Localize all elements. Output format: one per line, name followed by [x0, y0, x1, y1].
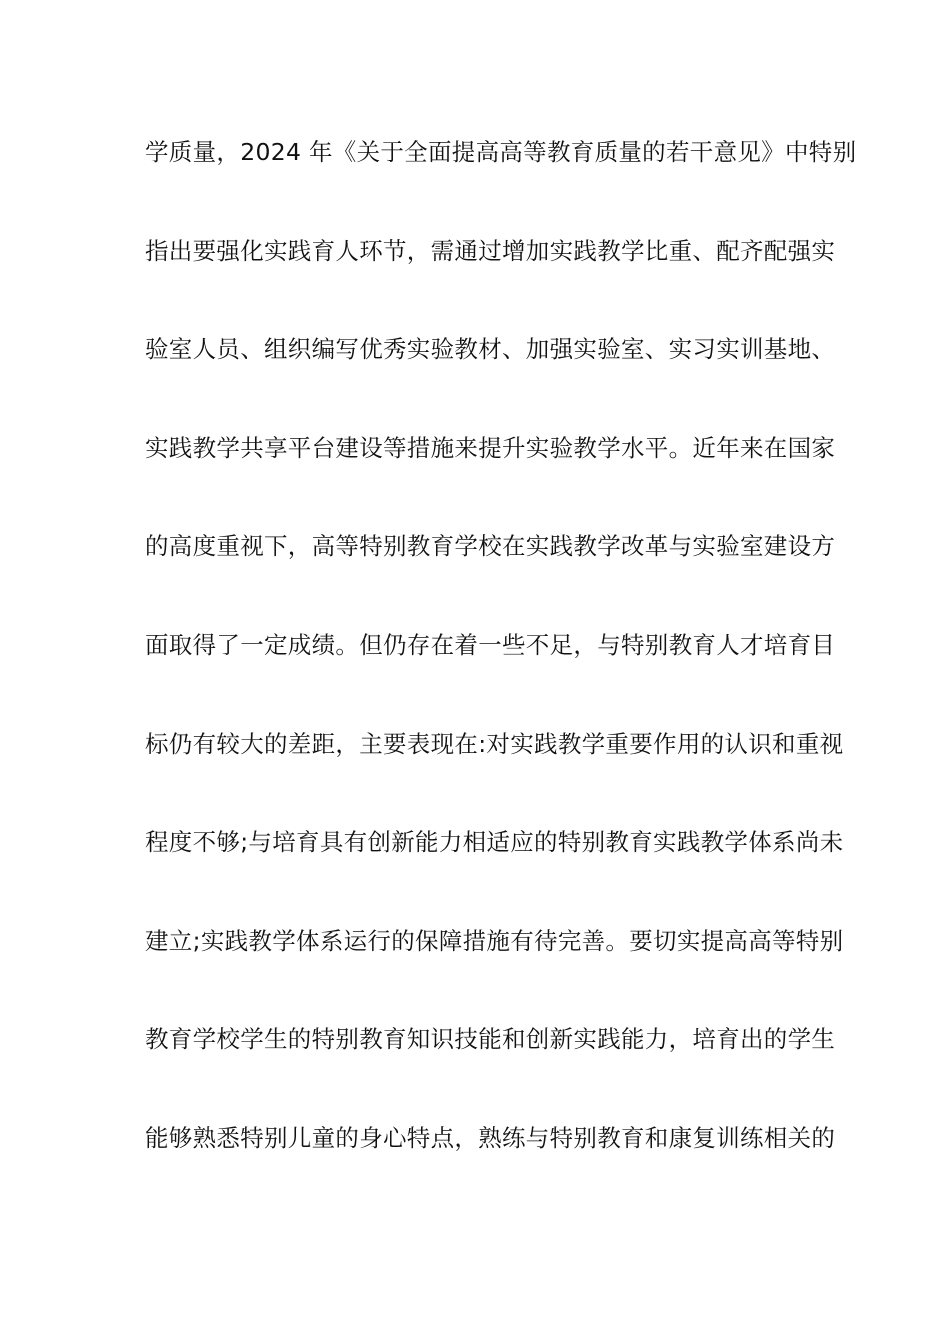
text-line: 教育学校学生的特别教育知识技能和创新实践能力，培育出的学生 [145, 1025, 836, 1054]
text-line: 面取得了一定成绩。但仍存在着一些不足，与特别教育人才培育目 [145, 630, 836, 659]
text-line: 的高度重视下，高等特别教育学校在实践教学改革与实验室建设方 [145, 532, 836, 561]
body-text [145, 128, 857, 1213]
text-line: 验室人员、组织编写优秀实验教材、加强实验室、实习实训基地、 [145, 335, 836, 364]
text-line: 建立;实践教学体系运行的保障措施有待完善。要切实提高高等特别 [145, 926, 844, 955]
text-line: 标仍有较大的差距，主要表现在:对实践教学重要作用的认识和重视 [145, 729, 844, 758]
text-line: 程度不够;与培育具有创新能力相适应的特别教育实践教学体系尚未 [145, 828, 844, 857]
text-line: 实践教学共享平台建设等措施来提升实验教学水平。近年来在国家 [145, 433, 836, 462]
text-line: 能够熟悉特别儿童的身心特点，熟练与特别教育和康复训练相关的 [145, 1123, 836, 1152]
text-line: 学质量，2024 年《关于全面提高高等教育质量的若干意见》中特别 [145, 138, 857, 166]
text-line: 指出要强化实践育人环节，需通过增加实践教学比重、配齐配强实 [145, 236, 836, 265]
